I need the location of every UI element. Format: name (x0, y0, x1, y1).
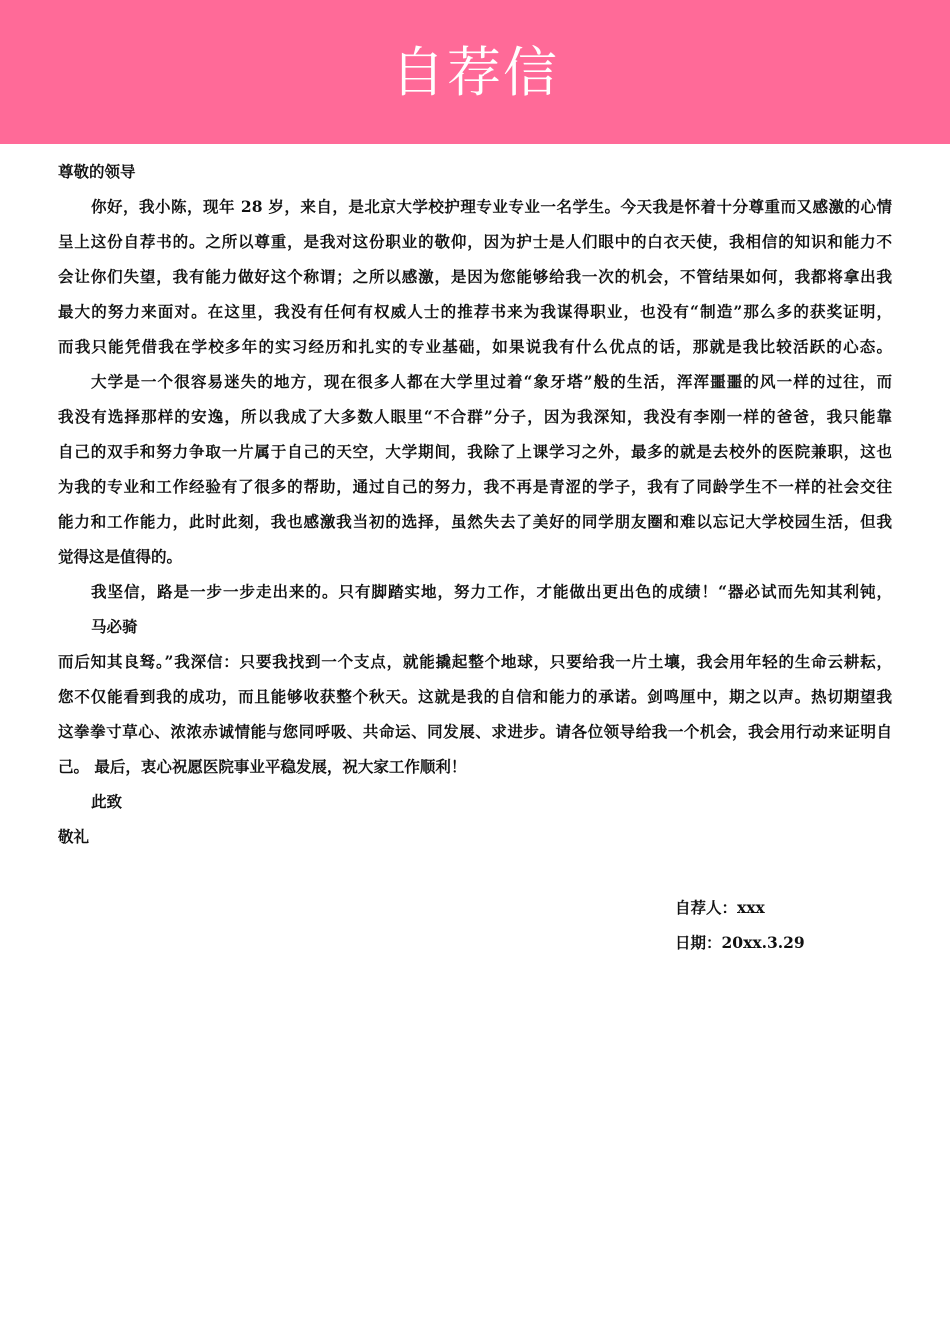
signature-block (675, 890, 805, 960)
paragraph-2-line: 我没有选择那样的安逸，所以我成了大多数人眼里“不合群”分子，因为我深知，我没有李刚一样的爸爸，我只能靠 (58, 407, 892, 426)
paragraph-1-line: 最大的努力来面对。在这里，我没有任何有权威人士的推荐书来为我谋得职业，也没有“制造”那么多的获奖证明， (58, 302, 892, 321)
salutation: 尊敬的领导 (58, 162, 136, 181)
paragraph-3-line: 而后知其良驽。”我深信：只要我找到一个支点，就能撬起整个地球，只要给我一片土壤，我会用年轻的生命云耕耘， (58, 652, 892, 671)
paragraph-2-line: 为我的专业和工作经验有了很多的帮助，通过自己的努力，我不再是青涩的学子，我有了同龄学生不一样的社会交往 (58, 477, 892, 496)
letter-body (58, 154, 892, 854)
date-label: 日期： (675, 933, 722, 952)
paragraph-3-line: 己。 最后，衷心祝愿医院事业平稳发展，祝大家工作顺利！ (58, 757, 467, 776)
date-line (675, 925, 805, 960)
paragraph-3-line: 我坚信，路是一步一步走出来的。只有脚踏实地，努力工作，才能做出更出色的成绩！“器必试而先知其利钝， (91, 582, 892, 601)
paragraph-3 (58, 574, 892, 784)
recommender-line (675, 890, 805, 925)
paragraph-1-line: 你好，我小陈，现年 28 岁，来自，是北京大学校护理专业专业一名学生。今天我是怀着十分尊重而又感激的心情 (91, 197, 892, 216)
paragraph-3-line: 您不仅能看到我的成功，而且能够收获整个秋天。这就是我的自信和能力的承诺。剑鸣厘中，期之以声。热切期望我 (58, 687, 892, 706)
paragraph-1 (58, 189, 892, 364)
recommender-label: 自荐人： (675, 898, 738, 917)
closing-cizhi: 此致 (91, 792, 123, 811)
paragraph-2 (58, 364, 892, 574)
paragraph-2-line: 大学是一个很容易迷失的地方，现在很多人都在大学里过着“象牙塔”般的生活，浑浑噩噩的风一样的过往，而 (91, 372, 892, 391)
date-value: 20xx.3.29 (721, 933, 805, 952)
paragraph-3-line: 这拳拳寸草心、浓浓赤诚情能与您同呼吸、共命运、同发展、求进步。请各位领导给我一个机会，我会用行动来证明自 (58, 722, 892, 741)
paragraph-2-line: 自己的双手和努力争取一片属于自己的天空，大学期间，我除了上课学习之外，最多的就是去校外的医院兼职，这也 (58, 442, 892, 461)
document-title: 自荐信 (391, 41, 559, 104)
paragraph-2-line: 能力和工作能力，此时此刻，我也感激我当初的选择，虽然失去了美好的同学朋友圈和难以忘记大学校园生活，但我 (58, 512, 892, 531)
paragraph-1-line: 呈上这份自荐书的。之所以尊重，是我对这份职业的敬仰，因为护士是人们眼中的白衣天使，我相信的知识和能力不 (58, 232, 892, 251)
recommender-name: xxx (737, 898, 765, 917)
paragraph-1-line: 会让你们失望，我有能力做好这个称谓；之所以感激，是因为您能够给我一次的机会，不管结果如何，我都将拿出我 (58, 267, 892, 286)
paragraph-2-line: 觉得这是值得的。 (58, 547, 183, 566)
closing-jingli: 敬礼 (58, 827, 90, 846)
paragraph-1-line: 而我只能凭借我在学校多年的实习经历和扎实的专业基础，如果说我有什么优点的话，那就是我比较活跃的心态。 (58, 337, 892, 356)
paragraph-3-line: 马必骑 (91, 617, 138, 636)
